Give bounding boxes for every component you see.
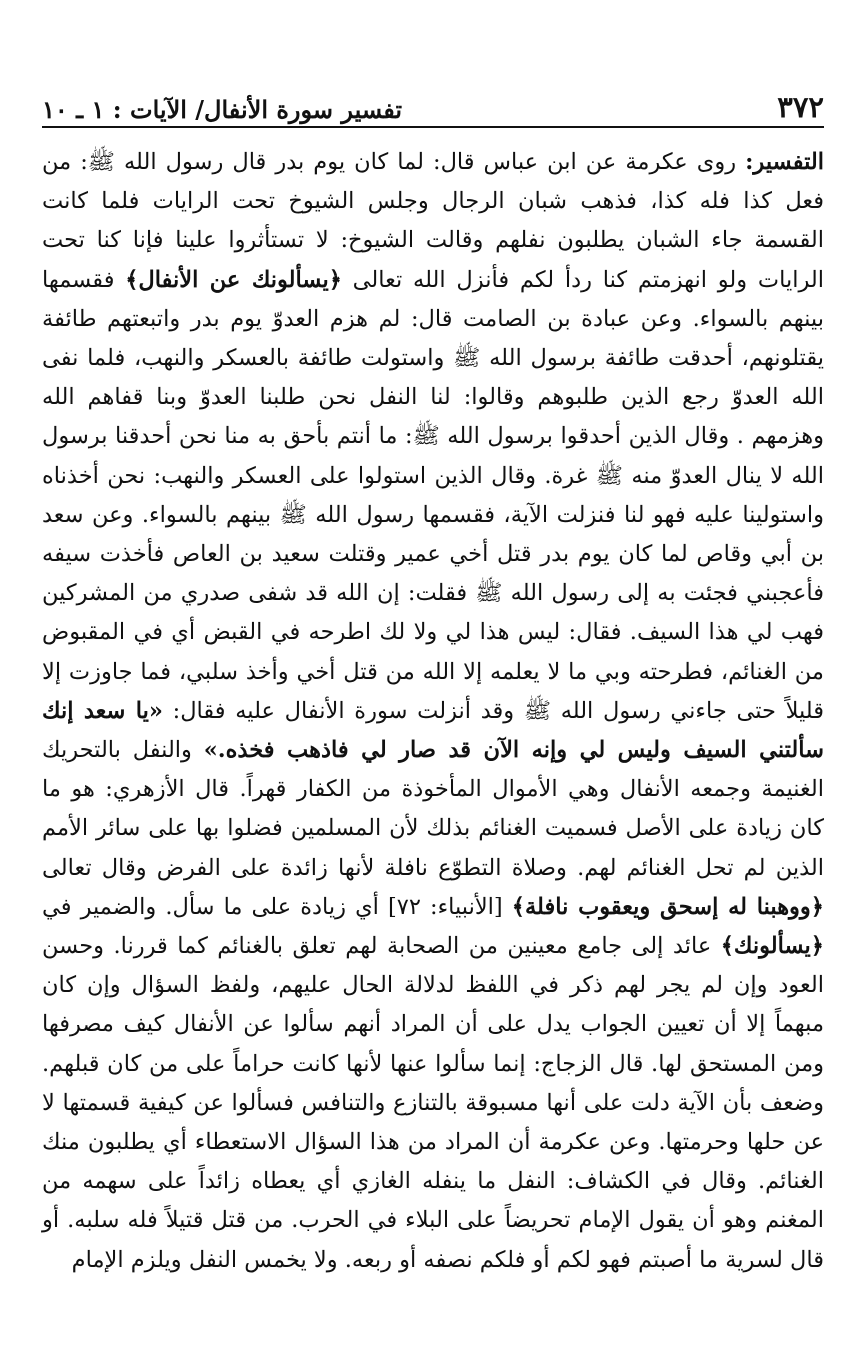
text-segment-4: [الأنبياء: ٧٢] أي زيادة على ما سأل. والضمير في <box>42 893 512 920</box>
quran-quote-1: ﴿يسألونك عن الأنفال﴾ <box>125 266 342 293</box>
body-paragraph <box>42 143 824 1280</box>
text-segment-2: فقسمها بينهم بالسواء. وعن عبادة بن الصامت قال: لم هزم العدوّ يوم بدر واتبعتهم طائفة يقتلونهم، أحدقت طائفة برسول الله ﷺ واستولت طائفة بالعسكر والنهب، فلما نفى الله العدوّ رجع الذين طلبوهم وقالوا: لنا النفل نحن طلبنا العدوّ وبنا قفاهم الله وهزمهم . وقال الذين أحدقوا برسول الله ﷺ: ما أنتم بأحق به منا نحن أحدقنا برسول الله لا ينال العدوّ منه ﷺ غرة. وقال الذين استولوا على العسكر والنهب: نحن أخذناه واستولينا عليه فهو لنا فنزلت الآية، فقسمها رسول الله ﷺ بينهم بالسواء. وعن سعد بن أبي وقاص لما كان يوم بدر قتل أخي عمير وقتلت سعيد بن العاص فأخذت سيفه فأعجبني فجئت به إلى رسول الله ﷺ فقلت: إن الله قد شفى صدري من المشركين فهب لي هذا السيف. فقال: ليس هذا لي ولا لك اطرحه في القبض أي في المقبوض من الغنائم، فطرحته وبي ما لا يعلمه إلا الله من قتل أخي وأخذ سلبي، فما جاوزت إلا قليلاً حتى جاءني رسول الله ﷺ وقد أنزلت سورة الأنفال عليه فقال: <box>42 266 825 724</box>
text-segment-5: عائد إلى جامع معينين من الصحابة لهم تعلق بالغنائم كما قررنا. وحسن العود وإن لم يجر لهم ذكر في اللفظ لدلالة الحال عليهم، ولفظ السؤال وإن كان مبهماً إلا أن تعيين الجواب يدل على أن المراد أنهم سألوا عن الأنفال كيف مصرفها ومن المستحق لها. قال الزجاج: إنما سألوا عنها لأنها كانت حراماً على من كان قبلهم. وضعف بأن الآية دلت على أنها مسبوقة بالتنازع والتنافس فسألوا عن كيفية قسمتها لا عن حلها وحرمتها. وعن عكرمة أن المراد من هذا السؤال الاستعطاء أي يطلبون منك الغنائم. وقال في الكشاف: النفل ما ينفله الغازي أي يعطاه زائداً على سهمه من المغنم وهو أن يقول الإمام تحريضاً على البلاء في الحرب. من قتل قتيلاً فله سلبه. أو قال لسرية ما أصبتم فهو لكم أو فلكم نصفه أو ربعه. ولا يخمس النفل ويلزم الإمام <box>42 933 824 1273</box>
section-lead-word: التفسير: <box>745 149 824 175</box>
page-header <box>42 82 824 128</box>
text-segment-3: والنفل بالتحريك الغنيمة وجمعه الأنفال وهي الأموال المأخوذة من الكفار قهراً. قال الأزهري: هو ما كان زيادة على الأصل فسميت الغنائم بذلك لأن المسلمين فضلوا بها على سائر الأمم الذين لم تحل الغنائم لهم. وصلاة التطوّع نافلة لأنها زائدة على الفرض وقال تعالى <box>42 737 824 881</box>
quran-quote-2: ﴿ووهبنا له إسحق ويعقوب نافلة﴾ <box>511 893 824 920</box>
running-title: تفسير سورة الأنفال/ الآيات : ١ ـ ١٠ <box>42 95 403 124</box>
quran-quote-3: ﴿يسألونك﴾ <box>720 933 824 960</box>
hadith-quote: «يا سعد إنك سألتني السيف وليس لي وإنه الآن قد صار لي فاذهب فخذه.» <box>42 697 824 764</box>
text-segment-1: روى عكرمة عن ابن عباس قال: لما كان يوم بدر قال رسول الله ﷺ: من فعل كذا فله كذا، فذهب شبان الرجال وجلس الشيوخ تحت الرايات فلما كانت القسمة جاء الشبان يطلبون نفلهم وقالت الشيوخ: لا تستأثروا علينا فإنا كنا تحت الرايات ولو انهزمتم كنا ردأ لكم فأنزل الله تعالى <box>42 149 825 293</box>
body-text <box>42 143 824 1280</box>
page-number: ٣٧٢ <box>777 90 824 124</box>
